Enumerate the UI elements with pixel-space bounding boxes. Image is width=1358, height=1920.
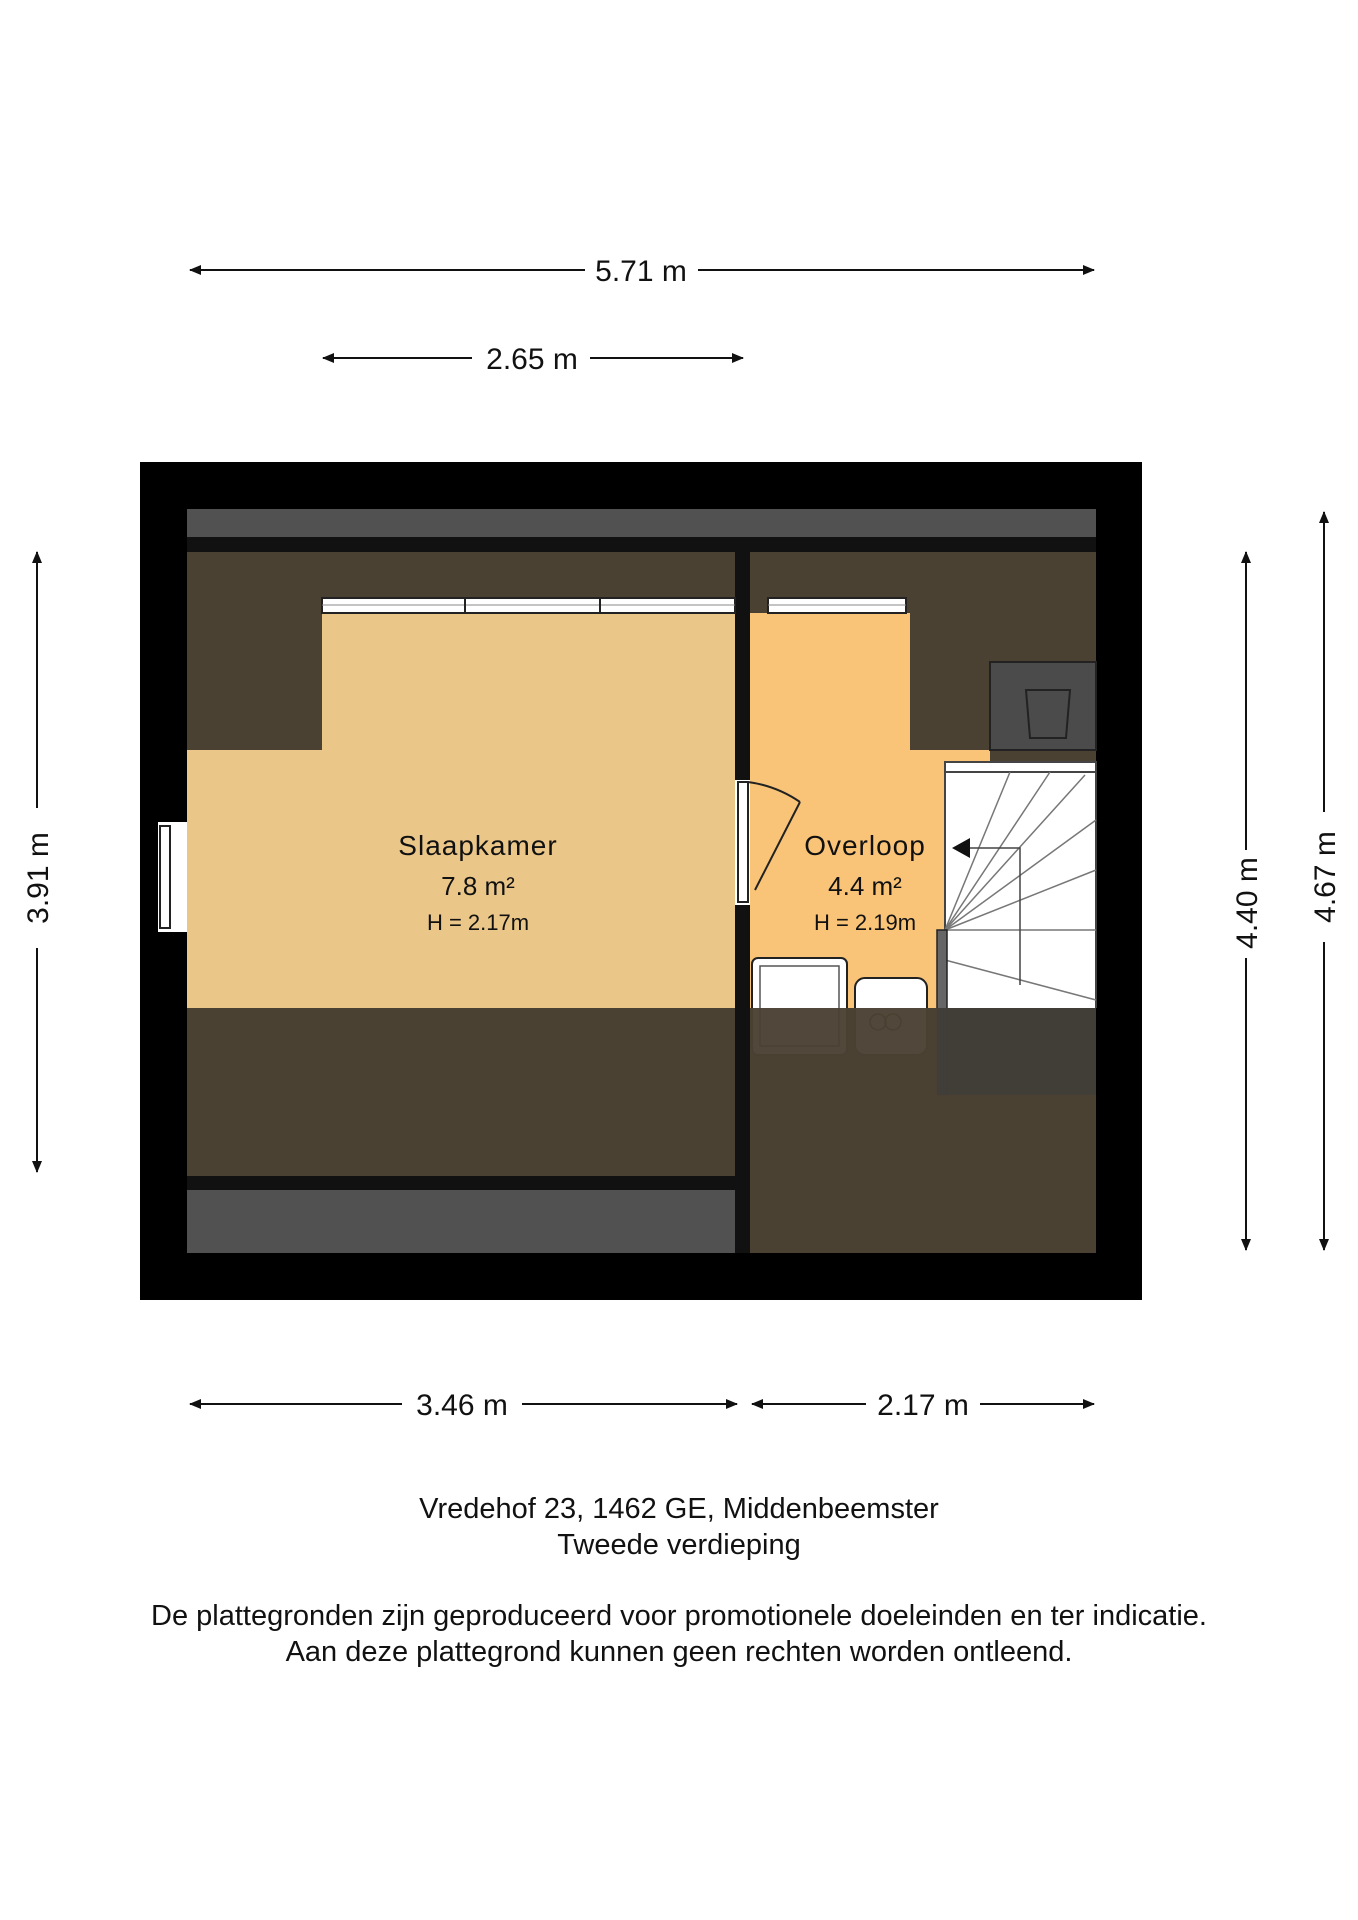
eave-strip-top — [187, 509, 1096, 537]
room-area-slaapkamer: 7.8 m² — [441, 871, 515, 901]
dimension-bottom-right — [752, 1389, 1094, 1422]
room-area-overloop: 4.4 m² — [828, 871, 902, 901]
cabinet-icon — [990, 662, 1096, 750]
floor-name: Tweede verdieping — [557, 1529, 801, 1561]
dimension-top-total — [190, 255, 1094, 288]
disclaimer-line-1: De plattegronden zijn geproduceerd voor promotionele doeleinden en ter indicatie. — [151, 1600, 1207, 1632]
window-slaapkamer — [322, 598, 735, 613]
window-overloop — [768, 598, 906, 613]
dimension-left — [22, 552, 55, 1172]
dim-label-left: 3.91 m — [22, 832, 55, 924]
window-left — [158, 822, 187, 932]
dim-label-bottom-left: 3.46 m — [416, 1389, 508, 1422]
dimension-right-inner — [1231, 552, 1264, 1250]
dim-label-bottom-right: 2.17 m — [877, 1389, 969, 1422]
disclaimer-line-2: Aan deze plattegrond kunnen geen rechten worden ontleend. — [285, 1636, 1073, 1668]
room-name-slaapkamer: Slaapkamer — [398, 830, 558, 861]
dim-label-right-outer: 4.67 m — [1309, 831, 1342, 923]
room-height-slaapkamer: H = 2.17m — [426, 910, 530, 935]
room-name-overloop: Overloop — [804, 830, 926, 861]
address-block — [0, 1491, 1358, 1563]
dim-label-top-total: 5.71 m — [595, 255, 687, 288]
dim-label-top-partial: 2.65 m — [486, 343, 578, 376]
address: Vredehof 23, 1462 GE, Middenbeemster — [419, 1493, 939, 1525]
dimension-bottom-left — [190, 1389, 737, 1422]
disclaimer-block — [0, 1598, 1358, 1670]
dimension-right-outer — [1309, 512, 1342, 1250]
dimension-top-partial — [323, 343, 743, 376]
eave-strip-bottom — [187, 1190, 735, 1253]
room-height-overloop: H = 2.19m — [813, 910, 917, 935]
dim-label-right-inner: 4.40 m — [1231, 857, 1264, 949]
